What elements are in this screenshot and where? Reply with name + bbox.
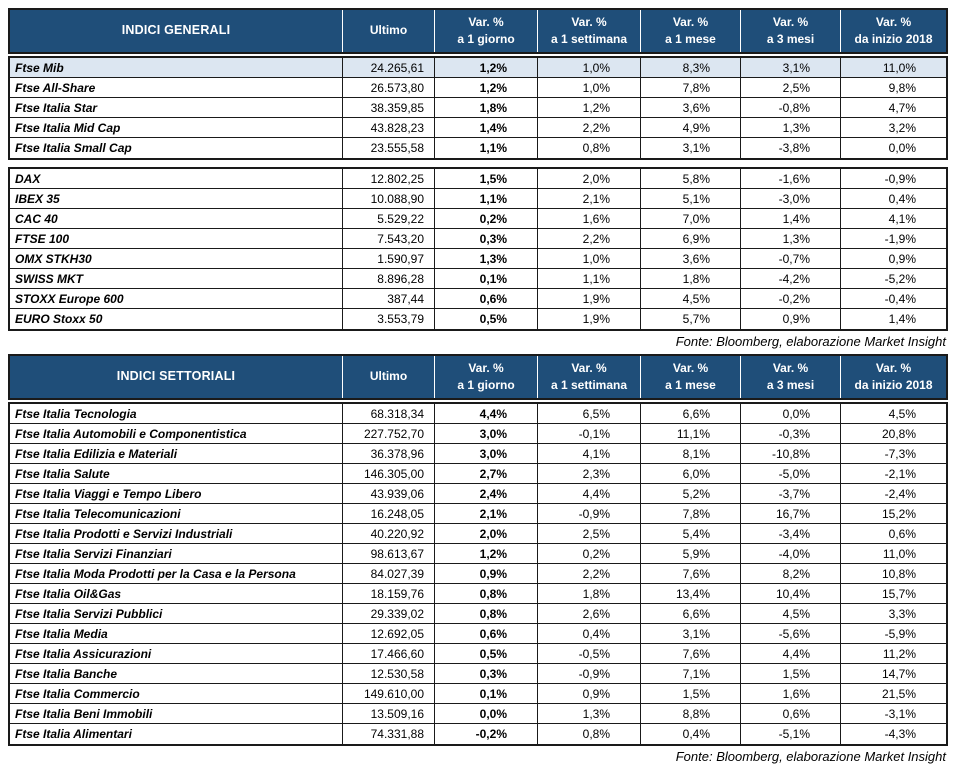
var-pct-value: 11,2% [882, 646, 916, 661]
var-pct-value: -3,4% [741, 524, 841, 543]
col-header-var-1-giorno [435, 10, 538, 52]
table-row [10, 464, 946, 484]
var-pct-value: -0,2% [435, 724, 538, 744]
col-header-line: Var. % [672, 15, 709, 30]
index-name: Ftse Italia Assicurazioni [10, 644, 343, 663]
table-row [10, 624, 946, 644]
var-pct-value: 0,8% [435, 584, 538, 603]
ultimo-value: 40.220,92 [343, 524, 435, 543]
index-name: Ftse Italia Banche [10, 664, 343, 683]
var-pct-value: 1,9% [538, 309, 641, 329]
table-row [10, 269, 946, 289]
ultimo-value: 68.318,34 [343, 404, 435, 423]
var-pct-value: 0,9% [741, 309, 841, 329]
source-note: Fonte: Bloomberg, elaborazione Market Insight [675, 749, 946, 764]
var-pct-value: -5,0% [741, 464, 841, 483]
col-header-line: Var. % [772, 361, 809, 376]
var-pct-value: 7,8% [641, 504, 741, 523]
var-pct-value: -1,9% [884, 231, 916, 246]
var-pct-value: 14,7% [881, 666, 916, 681]
var-pct-value: -0,9% [538, 504, 641, 523]
var-pct-value: 1,1% [435, 138, 538, 158]
var-pct-value: 0,2% [435, 209, 538, 228]
var-pct-value: -2,4% [884, 486, 916, 501]
ultimo-value: 7.543,20 [343, 229, 435, 248]
var-pct-value: 16,7% [741, 504, 841, 523]
var-pct-value: 4,5% [888, 406, 916, 421]
var-pct-value: 1,4% [888, 312, 916, 326]
var-pct-value: 4,5% [641, 289, 741, 308]
col-header-ultimo [343, 10, 435, 52]
var-pct-value: 7,6% [641, 644, 741, 663]
col-header-line: Var. % [875, 361, 912, 376]
var-pct-value: 0,6% [435, 624, 538, 643]
var-pct-value: 2,2% [538, 229, 641, 248]
var-pct-value: 1,2% [538, 98, 641, 117]
ultimo-value: 38.359,85 [343, 98, 435, 117]
var-pct-value: 0,6% [741, 704, 841, 723]
col-header-var-da-inizio-2018 [841, 10, 946, 52]
var-pct-value: -7,3% [884, 446, 916, 461]
col-header-line: a 1 mese [665, 31, 716, 46]
var-pct-value: 0,4% [538, 624, 641, 643]
col-header-var-3-mesi [741, 356, 841, 398]
index-name: Ftse Italia Prodotti e Servizi Industriali [10, 524, 343, 543]
var-pct-value: -0,1% [538, 424, 641, 443]
source-note: Fonte: Bloomberg, elaborazione Market Insight [675, 334, 946, 349]
col-header-ultimo [343, 356, 435, 398]
var-pct-value: -0,7% [741, 249, 841, 268]
index-name: Ftse Italia Viaggi e Tempo Libero [10, 484, 343, 503]
var-pct-value: 1,9% [538, 289, 641, 308]
table-row [10, 289, 946, 309]
table-row [10, 404, 946, 424]
var-pct-value: 3,6% [641, 249, 741, 268]
index-name: Ftse Italia Moda Prodotti per la Casa e la Persona [10, 564, 343, 583]
index-name: Ftse Mib [10, 58, 343, 77]
table-row [10, 524, 946, 544]
index-name: Ftse Italia Automobili e Componentistica [10, 424, 343, 443]
var-pct-value: 4,5% [741, 604, 841, 623]
col-header-line: Var. % [468, 361, 504, 376]
var-pct-value: 1,2% [435, 544, 538, 563]
ultimo-value: 26.573,80 [343, 78, 435, 97]
index-name: Ftse Italia Tecnologia [10, 404, 343, 423]
col-header-var-da-inizio-2018 [841, 356, 946, 398]
var-pct-value: -0,4% [884, 291, 916, 306]
ultimo-value: 74.331,88 [343, 724, 435, 744]
var-pct-value: 0,8% [538, 138, 641, 158]
ultimo-value: 16.248,05 [343, 504, 435, 523]
table-row [10, 664, 946, 684]
var-pct-value: 1,5% [435, 169, 538, 188]
var-pct-value: 1,3% [435, 249, 538, 268]
table-title-indici-generali: INDICI GENERALI [10, 10, 343, 52]
var-pct-value: 0,0% [435, 704, 538, 723]
col-header-line: a 1 settimana [550, 31, 628, 46]
index-name: Ftse Italia Small Cap [10, 138, 343, 158]
indici-generali-body-europa [8, 167, 948, 331]
var-pct-value: 1,3% [741, 118, 841, 137]
var-pct-value: 11,0% [882, 546, 916, 561]
var-pct-value: 3,1% [741, 58, 841, 77]
var-pct-value: 0,0% [888, 141, 916, 155]
table-row [10, 604, 946, 624]
index-name: DAX [10, 169, 343, 188]
table-row [10, 209, 946, 229]
index-name: Ftse Italia Mid Cap [10, 118, 343, 137]
col-header-line: a 1 giorno [457, 377, 515, 392]
index-name: Ftse Italia Media [10, 624, 343, 643]
var-pct-value: -0,8% [741, 98, 841, 117]
var-pct-value: 9,8% [888, 80, 916, 95]
var-pct-value: 0,9% [435, 564, 538, 583]
table-row [10, 564, 946, 584]
ultimo-value: 18.159,76 [343, 584, 435, 603]
var-pct-value: -1,6% [741, 169, 841, 188]
index-name: Ftse Italia Alimentari [10, 724, 343, 744]
var-pct-value: 3,0% [435, 444, 538, 463]
var-pct-value: -4,2% [741, 269, 841, 288]
var-pct-value: -3,1% [884, 706, 916, 721]
var-pct-value: 1,0% [538, 58, 641, 77]
var-pct-value: -3,7% [741, 484, 841, 503]
indici-generali-header-row [8, 8, 948, 54]
table-title-indici-settoriali: INDICI SETTORIALI [10, 356, 343, 398]
var-pct-value: 1,3% [741, 229, 841, 248]
var-pct-value: 2,0% [435, 524, 538, 543]
var-pct-value: -4,0% [741, 544, 841, 563]
index-name: Ftse Italia Star [10, 98, 343, 117]
var-pct-value: -0,3% [741, 424, 841, 443]
var-pct-value: -5,2% [884, 271, 916, 286]
col-header-line: Var. % [875, 15, 912, 30]
indici-settoriali-body [8, 402, 948, 746]
var-pct-value: 0,9% [888, 251, 916, 266]
indici-generali-section [8, 8, 948, 354]
var-pct-value: 2,0% [538, 169, 641, 188]
col-header-line: a 1 giorno [457, 31, 515, 46]
var-pct-value: 7,0% [641, 209, 741, 228]
var-pct-value: 1,5% [641, 684, 741, 703]
ultimo-value: 98.613,67 [343, 544, 435, 563]
var-pct-value: 1,8% [641, 269, 741, 288]
var-pct-value: 2,2% [538, 118, 641, 137]
var-pct-value: 1,4% [435, 118, 538, 137]
ultimo-value: 8.896,28 [343, 269, 435, 288]
table-row [10, 684, 946, 704]
var-pct-value: 6,6% [641, 404, 741, 423]
var-pct-value: 1,4% [741, 209, 841, 228]
var-pct-value: 10,4% [741, 584, 841, 603]
var-pct-value: 8,1% [641, 444, 741, 463]
ultimo-value: 12.692,05 [343, 624, 435, 643]
var-pct-value: 6,9% [641, 229, 741, 248]
index-name: SWISS MKT [10, 269, 343, 288]
index-name: Ftse Italia Salute [10, 464, 343, 483]
col-header-var-3-mesi [741, 10, 841, 52]
var-pct-value: 15,7% [881, 586, 916, 601]
var-pct-value: 1,5% [741, 664, 841, 683]
index-name: IBEX 35 [10, 189, 343, 208]
var-pct-value: 3,3% [888, 606, 916, 621]
col-header-var-1-settimana [538, 10, 641, 52]
var-pct-value: 4,1% [538, 444, 641, 463]
col-header-line: a 3 mesi [766, 377, 815, 392]
var-pct-value: -4,3% [884, 727, 916, 741]
var-pct-value: 0,2% [538, 544, 641, 563]
var-pct-value: 5,4% [641, 524, 741, 543]
var-pct-value: -2,1% [884, 466, 916, 481]
table-row [10, 229, 946, 249]
var-pct-value: 1,3% [538, 704, 641, 723]
indici-settoriali-section [8, 354, 948, 769]
var-pct-value: 4,9% [641, 118, 741, 137]
var-pct-value: 6,0% [641, 464, 741, 483]
var-pct-value: 2,5% [741, 78, 841, 97]
index-name: Ftse Italia Edilizia e Materiali [10, 444, 343, 463]
var-pct-value: 4,4% [538, 484, 641, 503]
var-pct-value: 3,2% [888, 120, 916, 135]
table-row [10, 309, 946, 329]
col-header-line: Ultimo [369, 369, 408, 384]
var-pct-value: 0,0% [741, 404, 841, 423]
var-pct-value: 0,4% [888, 191, 916, 206]
var-pct-value: 8,2% [741, 564, 841, 583]
var-pct-value: -0,9% [538, 664, 641, 683]
var-pct-value: -0,2% [741, 289, 841, 308]
var-pct-value: 1,6% [538, 209, 641, 228]
ultimo-value: 23.555,58 [343, 138, 435, 158]
var-pct-value: 1,1% [435, 189, 538, 208]
var-pct-value: 1,8% [435, 98, 538, 117]
table-row [10, 189, 946, 209]
col-header-var-1-settimana [538, 356, 641, 398]
index-name: Ftse Italia Servizi Finanziari [10, 544, 343, 563]
var-pct-value: 3,1% [641, 624, 741, 643]
var-pct-value: 0,3% [435, 229, 538, 248]
var-pct-value: 1,8% [538, 584, 641, 603]
var-pct-value: 5,7% [641, 309, 741, 329]
var-pct-value: 2,1% [435, 504, 538, 523]
ultimo-value: 12.802,25 [343, 169, 435, 188]
ultimo-value: 149.610,00 [343, 684, 435, 703]
table-row [10, 138, 946, 158]
var-pct-value: -5,1% [741, 724, 841, 744]
index-name: OMX STKH30 [10, 249, 343, 268]
ultimo-value: 5.529,22 [343, 209, 435, 228]
col-header-line: da inizio 2018 [854, 377, 933, 392]
var-pct-value: 5,2% [641, 484, 741, 503]
col-header-line: a 1 mese [665, 377, 716, 392]
var-pct-value: -5,9% [884, 626, 916, 641]
var-pct-value: 0,1% [435, 684, 538, 703]
ultimo-value: 36.378,96 [343, 444, 435, 463]
var-pct-value: 10,8% [881, 566, 916, 581]
col-header-line: Var. % [672, 361, 709, 376]
table-row [10, 724, 946, 744]
table-row [10, 424, 946, 444]
var-pct-value: 8,8% [641, 704, 741, 723]
var-pct-value: 3,6% [641, 98, 741, 117]
var-pct-value: 1,2% [435, 78, 538, 97]
var-pct-value: 8,3% [641, 58, 741, 77]
col-header-line: Var. % [571, 361, 607, 376]
var-pct-value: 13,4% [641, 584, 741, 603]
table-row [10, 249, 946, 269]
var-pct-value: 1,1% [538, 269, 641, 288]
var-pct-value: 20,8% [881, 426, 916, 441]
table-row [10, 704, 946, 724]
col-header-line: Var. % [571, 15, 607, 30]
var-pct-value: 6,5% [538, 404, 641, 423]
ultimo-value: 84.027,39 [343, 564, 435, 583]
var-pct-value: 7,8% [641, 78, 741, 97]
index-name: Ftse Italia Beni Immobili [10, 704, 343, 723]
var-pct-value: 5,1% [641, 189, 741, 208]
var-pct-value: 2,4% [435, 484, 538, 503]
ultimo-value: 12.530,58 [343, 664, 435, 683]
col-header-line: a 1 settimana [550, 377, 628, 392]
var-pct-value: 1,6% [741, 684, 841, 703]
var-pct-value: 21,5% [881, 686, 916, 701]
var-pct-value: 3,1% [641, 138, 741, 158]
ultimo-value: 13.509,16 [343, 704, 435, 723]
index-name: Ftse All-Share [10, 78, 343, 97]
ultimo-value: 227.752,70 [343, 424, 435, 443]
var-pct-value: -3,0% [741, 189, 841, 208]
ultimo-value: 10.088,90 [343, 189, 435, 208]
table-row [10, 444, 946, 464]
ultimo-value: 24.265,61 [343, 58, 435, 77]
col-header-line: Var. % [468, 15, 504, 30]
col-header-var-1-mese [641, 356, 741, 398]
table-row [10, 78, 946, 98]
ultimo-value: 43.939,06 [343, 484, 435, 503]
index-name: STOXX Europe 600 [10, 289, 343, 308]
var-pct-value: 4,4% [435, 404, 538, 423]
var-pct-value: 0,6% [888, 526, 916, 541]
var-pct-value: 2,1% [538, 189, 641, 208]
var-pct-value: 1,0% [538, 249, 641, 268]
var-pct-value: 5,8% [641, 169, 741, 188]
indici-generali-body-italia [8, 56, 948, 160]
table-row [10, 484, 946, 504]
var-pct-value: -0,5% [538, 644, 641, 663]
var-pct-value: 0,5% [435, 309, 538, 329]
ultimo-value: 3.553,79 [343, 309, 435, 329]
index-name: Ftse Italia Servizi Pubblici [10, 604, 343, 623]
index-name: Ftse Italia Commercio [10, 684, 343, 703]
col-header-var-1-mese [641, 10, 741, 52]
table-row [10, 504, 946, 524]
var-pct-value: 1,2% [435, 58, 538, 77]
var-pct-value: 7,1% [641, 664, 741, 683]
index-name: EURO Stoxx 50 [10, 309, 343, 329]
ultimo-value: 1.590,97 [343, 249, 435, 268]
var-pct-value: 4,1% [888, 211, 916, 226]
var-pct-value: 15,2% [881, 506, 916, 521]
ultimo-value: 146.305,00 [343, 464, 435, 483]
var-pct-value: 0,6% [435, 289, 538, 308]
indici-settoriali-header-row [8, 354, 948, 400]
table-row [10, 118, 946, 138]
var-pct-value: -5,6% [741, 624, 841, 643]
var-pct-value: 1,0% [538, 78, 641, 97]
var-pct-value: 0,5% [435, 644, 538, 663]
ultimo-value: 29.339,02 [343, 604, 435, 623]
var-pct-value: 0,4% [641, 724, 741, 744]
var-pct-value: -10,8% [741, 444, 841, 463]
var-pct-value: 2,7% [435, 464, 538, 483]
ultimo-value: 43.828,23 [343, 118, 435, 137]
var-pct-value: 2,6% [538, 604, 641, 623]
var-pct-value: 0,8% [538, 724, 641, 744]
index-name: FTSE 100 [10, 229, 343, 248]
var-pct-value: 7,6% [641, 564, 741, 583]
var-pct-value: 5,9% [641, 544, 741, 563]
var-pct-value: -0,9% [884, 171, 916, 186]
index-name: Ftse Italia Oil&Gas [10, 584, 343, 603]
var-pct-value: 2,5% [538, 524, 641, 543]
var-pct-value: 2,2% [538, 564, 641, 583]
table-row [10, 544, 946, 564]
table-row [10, 98, 946, 118]
var-pct-value: 0,1% [435, 269, 538, 288]
table-row [10, 169, 946, 189]
var-pct-value: 0,9% [538, 684, 641, 703]
col-header-line: Ultimo [369, 23, 408, 38]
var-pct-value: 3,0% [435, 424, 538, 443]
col-header-line: a 3 mesi [766, 31, 815, 46]
var-pct-value: 6,6% [641, 604, 741, 623]
table-row [10, 644, 946, 664]
index-name: Ftse Italia Telecomunicazioni [10, 504, 343, 523]
var-pct-value: 0,8% [435, 604, 538, 623]
table-row [10, 584, 946, 604]
var-pct-value: -3,8% [741, 138, 841, 158]
ultimo-value: 387,44 [343, 289, 435, 308]
index-name: CAC 40 [10, 209, 343, 228]
var-pct-value: 4,7% [888, 100, 916, 115]
col-header-line: da inizio 2018 [854, 31, 933, 46]
var-pct-value: 2,3% [538, 464, 641, 483]
ultimo-value: 17.466,60 [343, 644, 435, 663]
col-header-var-1-giorno [435, 356, 538, 398]
var-pct-value: 4,4% [741, 644, 841, 663]
var-pct-value: 0,3% [435, 664, 538, 683]
var-pct-value: 11,0% [882, 60, 916, 75]
table-row [10, 58, 946, 78]
var-pct-value: 11,1% [641, 424, 741, 443]
col-header-line: Var. % [772, 15, 809, 30]
